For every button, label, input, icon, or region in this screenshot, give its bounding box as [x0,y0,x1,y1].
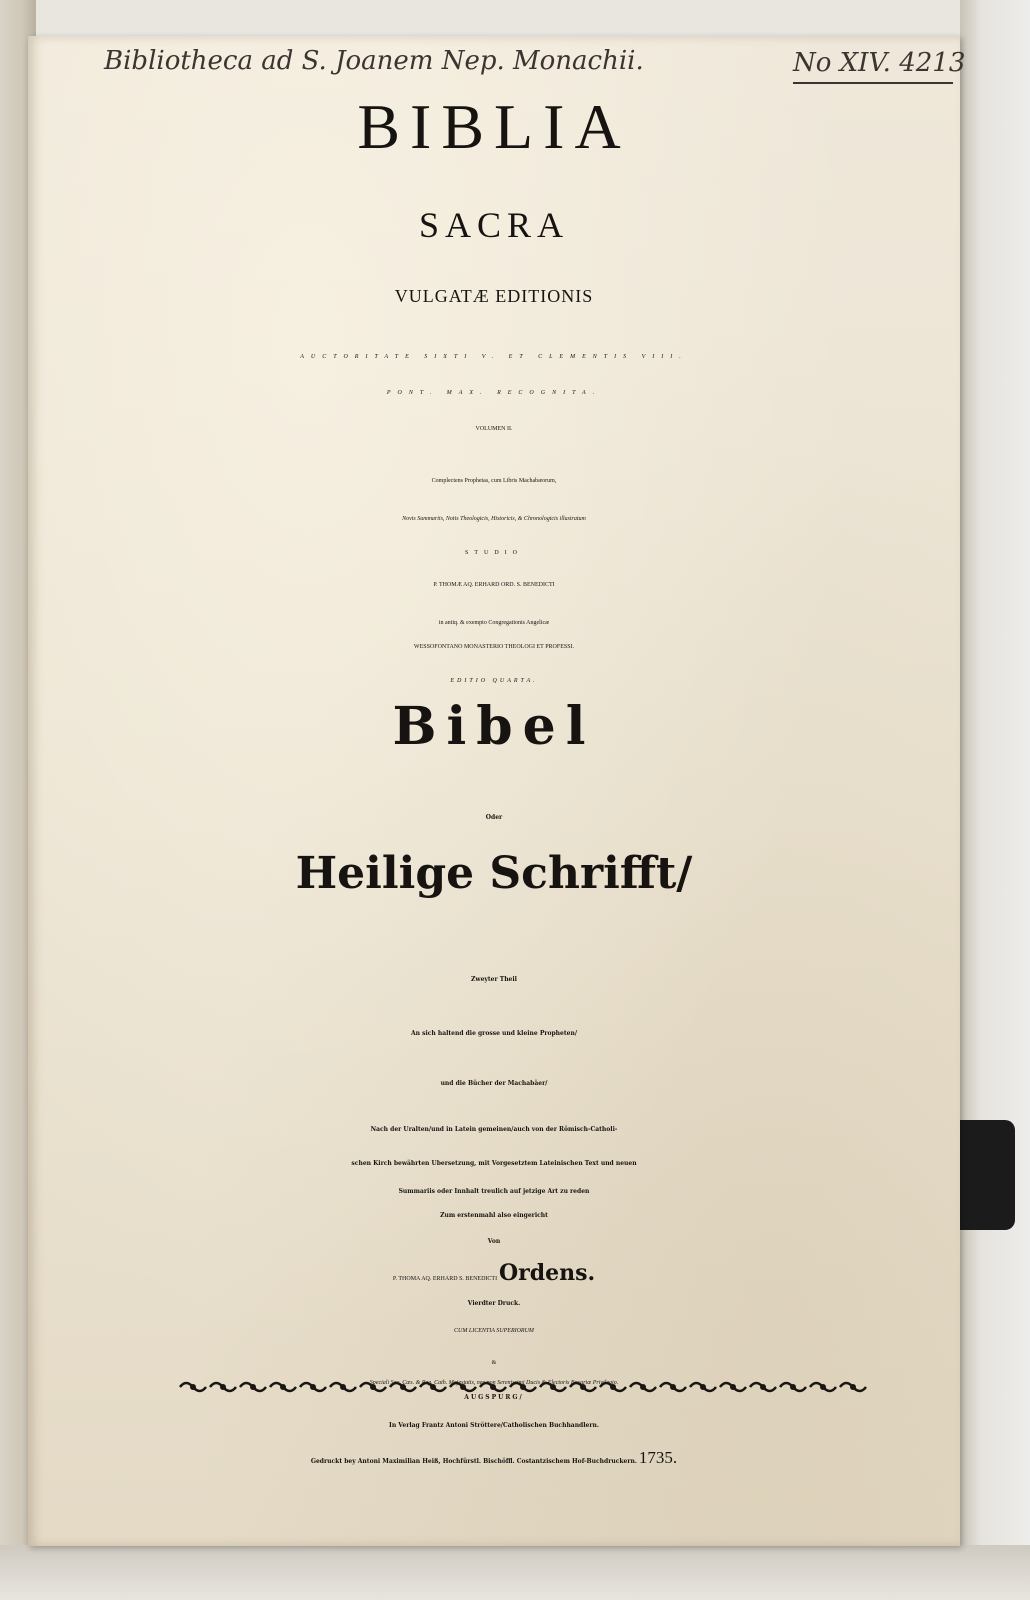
title-summariis: Novis Summariis, Notis Theologicis, Historicis, & Chronologicis illustratum [402,516,586,522]
title-vulgatae: VULGATÆ EDITIONIS [394,286,594,306]
shelf-number: No XIV. 4213 [793,48,966,78]
german-ordens: Ordens. [498,1260,596,1286]
title-pont-max: PONT. MAX. RECOGNITA. [386,390,602,396]
german-erstenmahl: Zum erstenmahl also eingericht [440,1212,548,1219]
background-right [960,0,1030,1600]
title-congregation: in antiq. & exempto Congregationis Angelicæ [438,620,550,626]
title-edition: EDITIO QUARTA. [450,678,538,684]
title-sacra: SACRA [418,205,570,245]
german-von: Von [487,1238,501,1245]
title-biblia: BIBLIA [357,91,631,162]
german-author: P. THOMA AQ. ERHARD S. BENEDICTI [392,1276,498,1282]
title-author: P. THOMÆ AQ. ERHARD ORD. S. BENEDICTI [433,582,555,588]
title-complectens: Complectens Prophetas, cum Libris Machabæorum, [431,478,557,484]
german-heilige-schrifft: Heilige Schrifft/ [295,848,693,899]
title-auctoritate: AUCTORITATE SIXTI V. ET CLEMENTIS VIII. [300,354,688,360]
german-ubersetzung: schen Kirch bewährten Ubersetzung, mit Vorgesetztem Lateinischen Text und neuen [351,1160,637,1167]
imprint-year: 1735. [638,1448,678,1467]
page-bottom-edge [0,1545,1030,1600]
library-inscription: Bibliotheca ad S. Joanem Nep. Monachii. [104,46,644,76]
title-monastery: WESSOFONTANO MONASTERIO THEOLOGI ET PROFESSI. [413,644,575,650]
imprint-licentia: CUM LICENTIA SUPERIORUM [454,1328,534,1334]
german-author-line [28,1260,960,1286]
imprint-printer: Gedruckt bey Antoni Maximilian Heiß, Hochfürstl. Bischöffl. Costantzischem Hof-Buchdruckern. [310,1458,637,1465]
german-summariis: Summariis oder Innhalt treulich auf jetzige Art zu reden [398,1188,590,1195]
german-propheten: An sich haltend die grosse und kleine Propheten/ [410,1030,578,1037]
imprint-ampersand: & [491,1360,497,1366]
german-zweyter-theil: Zweyter Theil [471,976,517,983]
shelf-number-underline [793,82,953,84]
title-page [28,36,966,1546]
german-druck: Vierdter Druck. [467,1300,521,1307]
imprint-verlag: In Verlag Frantz Antoni Ströttere/Catholischen Buchhandlern. [389,1422,599,1429]
german-uralten: Nach der Uralten/und in Latein gemeinen/auch von der Römisch-Catholi- [370,1126,618,1133]
title-studio: STUDIO [465,550,523,556]
german-machabaer: und die Bücher der Machabäer/ [440,1080,548,1087]
imprint-city: AUGSPURG/ [464,1394,524,1401]
imprint-printer-line [28,1448,960,1468]
title-volume: VOLUMEN II. [475,426,513,432]
german-bibel: Bibel [392,696,596,757]
german-oder: Oder [485,814,503,821]
